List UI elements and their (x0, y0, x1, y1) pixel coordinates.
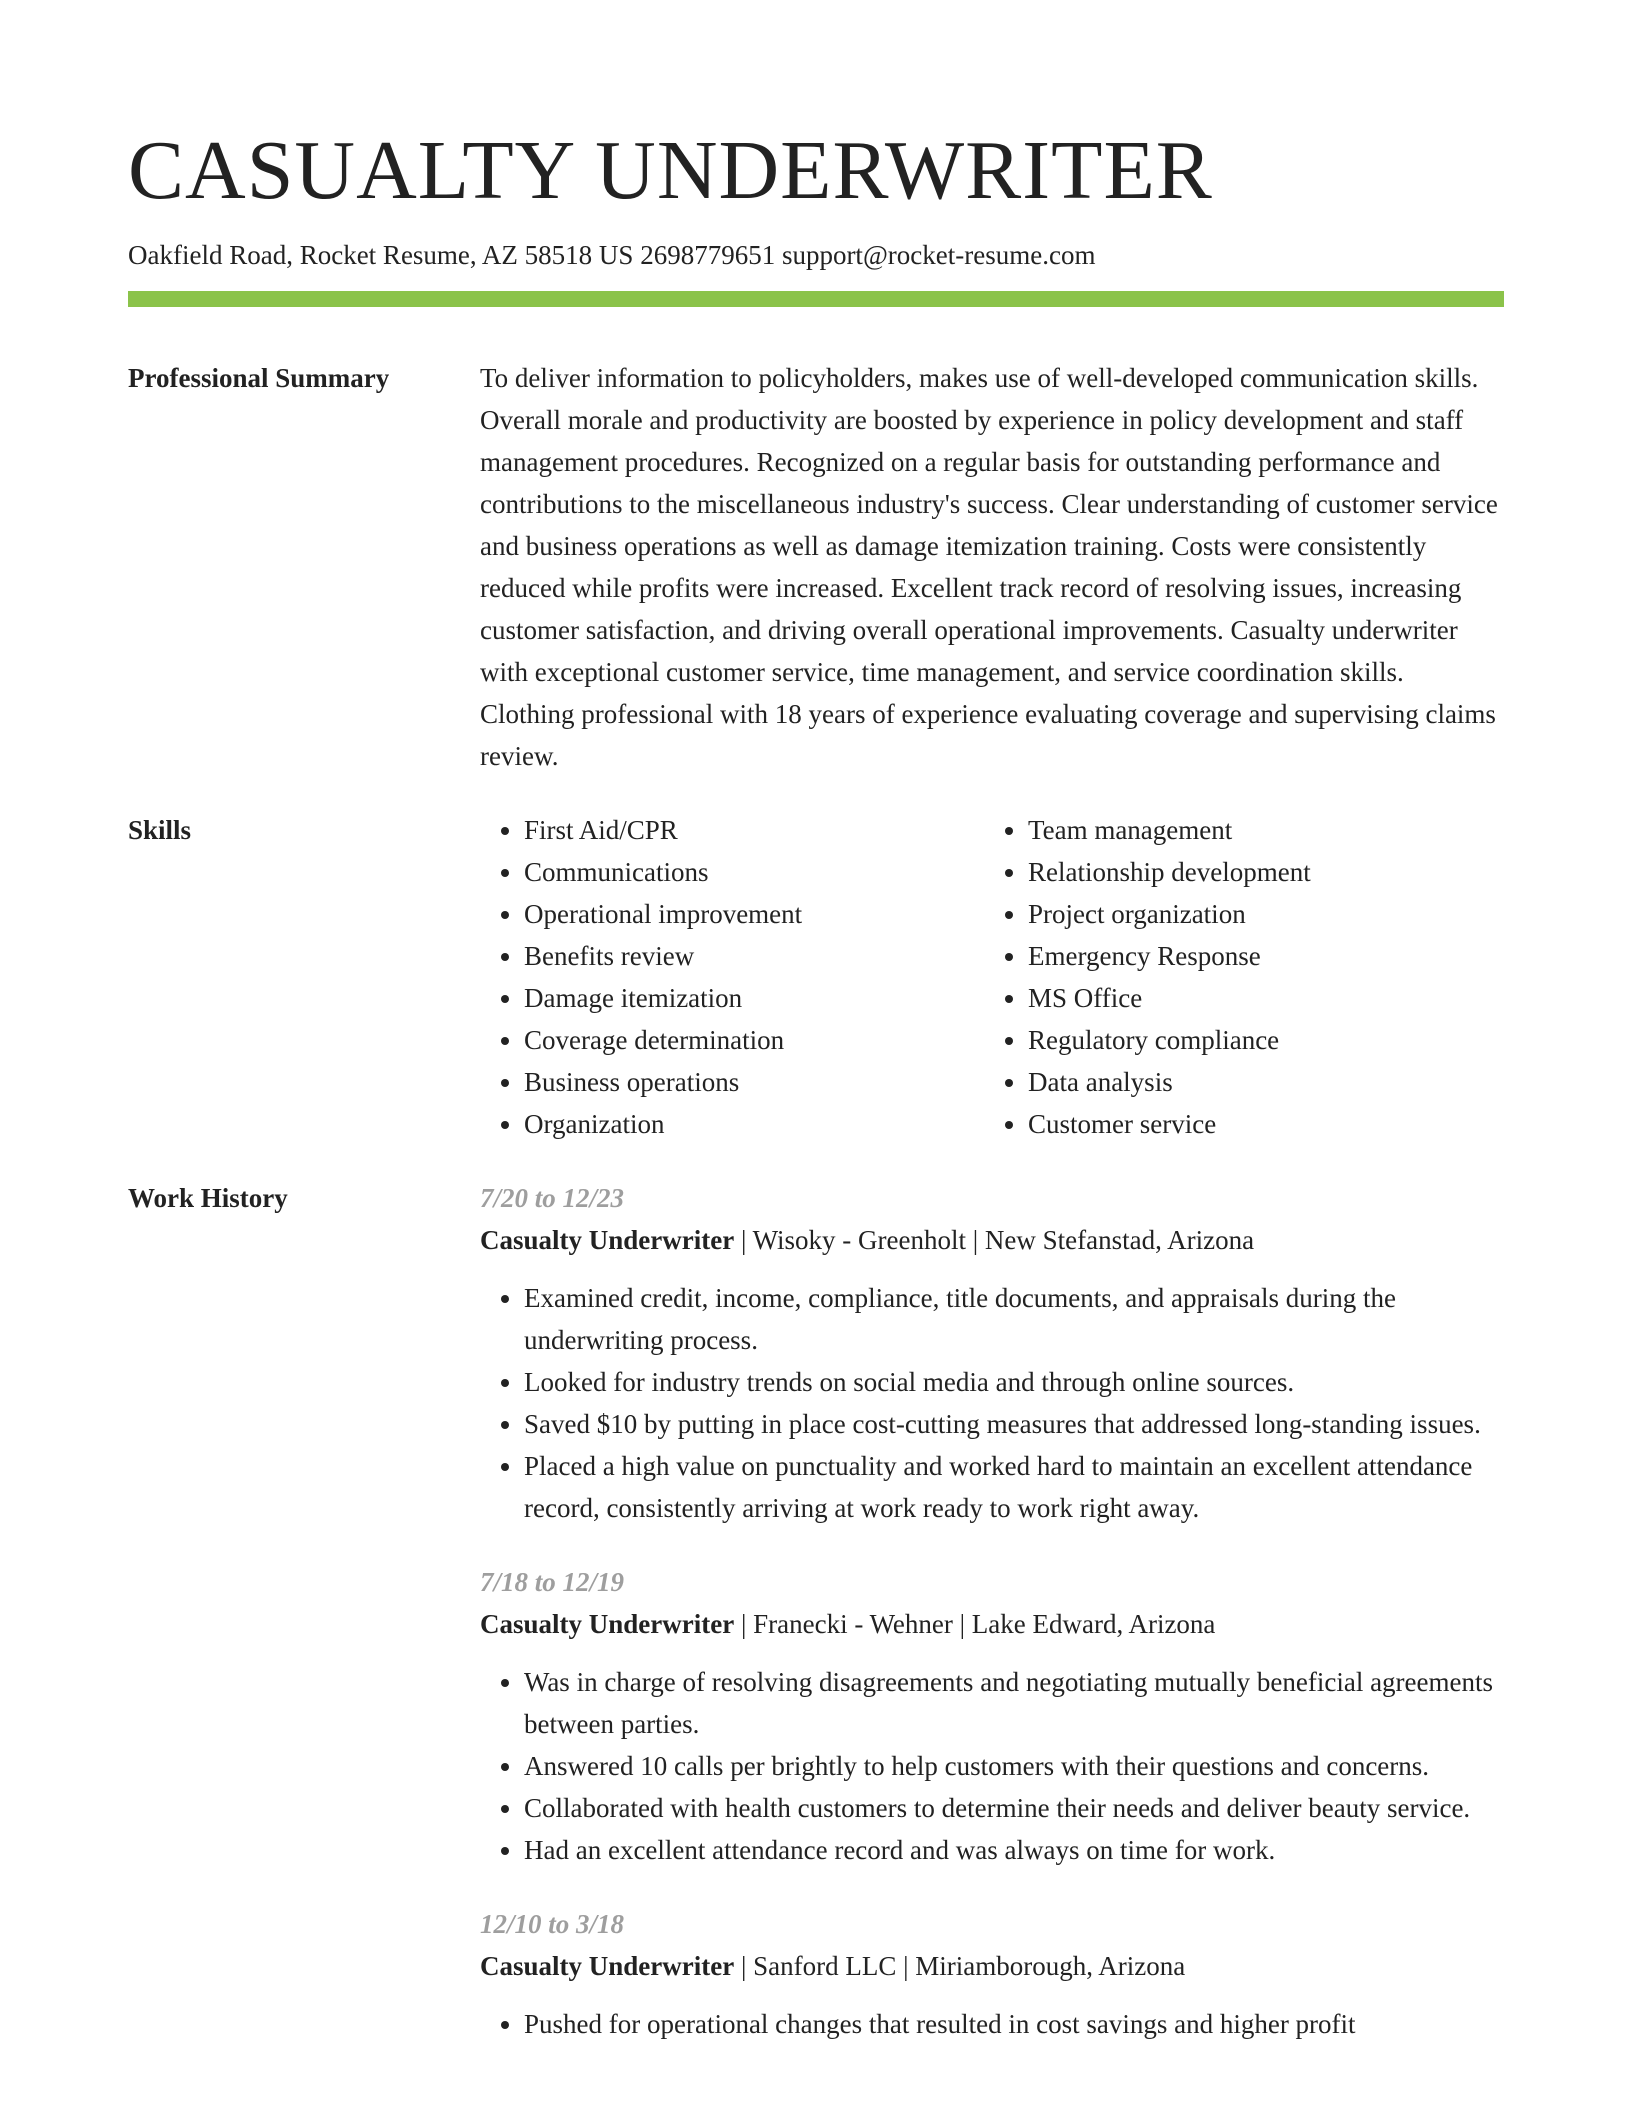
skill-item: • Relationship development (1028, 851, 1528, 893)
skill-item: • Operational improvement (524, 893, 984, 935)
skill-item: • Benefits review (524, 935, 984, 977)
job-dates: 12/10 to 3/18 (480, 1909, 625, 1939)
contact-line (128, 238, 1504, 272)
job-employer-location: | Sanford LLC | Miriamborough, Arizona (734, 1951, 1186, 1981)
contact-phone: 2698779651 (640, 240, 782, 270)
work-history-heading: Work History (128, 1183, 288, 1213)
skill-item: • MS Office (1028, 977, 1528, 1019)
skill-item: • Coverage determination (524, 1019, 984, 1061)
job-title-line (480, 1603, 1504, 1645)
skill-item: • Organization (524, 1103, 984, 1145)
skills-body (480, 809, 1528, 1145)
resume-name-heading: CASUALTY UNDERWRITER (128, 124, 1213, 217)
contact-address: Oakfield Road, Rocket Resume, AZ 58518 US (128, 240, 641, 270)
job-title-line (480, 1945, 1504, 1987)
job-title: Casualty Underwriter (480, 1609, 735, 1639)
job-bullets (480, 1661, 1504, 1871)
job-bullet: • Looked for industry trends on social media and through online sources. (524, 1361, 1504, 1403)
contact-email[interactable]: support@rocket-resume.com (781, 240, 1096, 270)
job-bullet: • Answered 10 calls per brightly to help customers with their questions and concerns. (524, 1745, 1504, 1787)
summary-heading: Professional Summary (128, 363, 390, 393)
job-bullets (480, 1277, 1504, 1529)
skill-item: • Business operations (524, 1061, 984, 1103)
job-entry (480, 1903, 1504, 2045)
skill-item: • Regulatory compliance (1028, 1019, 1528, 1061)
skills-column-left (480, 809, 984, 1145)
skill-item: • Communications (524, 851, 984, 893)
job-title: Casualty Underwriter (480, 1225, 735, 1255)
job-bullet: • Pushed for operational changes that resulted in cost savings and higher profit (524, 2003, 1504, 2045)
skills-section (128, 809, 1504, 1145)
summary-section (128, 357, 1504, 777)
skill-item: • Emergency Response (1028, 935, 1528, 977)
resume-page (128, 0, 1504, 2077)
summary-body (480, 357, 1504, 777)
job-dates: 7/20 to 12/23 (480, 1183, 625, 1213)
job-title-line (480, 1219, 1504, 1261)
skill-item: • Team management (1028, 809, 1528, 851)
skill-item: • Project organization (1028, 893, 1528, 935)
job-bullets (480, 2003, 1504, 2045)
job-bullet: • Collaborated with health customers to determine their needs and deliver beauty service. (524, 1787, 1504, 1829)
skill-item: • Damage itemization (524, 977, 984, 1019)
skill-item: • Data analysis (1028, 1061, 1528, 1103)
job-bullet: • Had an excellent attendance record and was always on time for work. (524, 1829, 1504, 1871)
skills-column-right (984, 809, 1528, 1145)
skill-item: • First Aid/CPR (524, 809, 984, 851)
work-history-section (128, 1177, 1504, 2077)
job-bullet: • Saved $10 by putting in place cost-cutting measures that addressed long-standing issues. (524, 1403, 1504, 1445)
skills-grid (480, 809, 1528, 1145)
skill-item: • Customer service (1028, 1103, 1528, 1145)
work-history-body (480, 1177, 1504, 2077)
job-title: Casualty Underwriter (480, 1951, 735, 1981)
accent-divider (128, 291, 1504, 307)
job-bullet: • Examined credit, income, compliance, title documents, and appraisals during the underwriting process. (524, 1277, 1504, 1361)
job-entry (480, 1177, 1504, 1529)
job-dates: 7/18 to 12/19 (480, 1567, 625, 1597)
job-employer-location: | Wisoky - Greenholt | New Stefanstad, Arizona (734, 1225, 1255, 1255)
job-entry (480, 1561, 1504, 1871)
job-bullet: • Was in charge of resolving disagreements and negotiating mutually beneficial agreements between parties. (524, 1661, 1504, 1745)
job-employer-location: | Franecki - Wehner | Lake Edward, Arizona (734, 1609, 1216, 1639)
skills-heading: Skills (128, 815, 192, 845)
summary-text: To deliver information to policyholders, makes use of well-developed communication skills. Overall morale and productivity are boosted by experience in policy development and staff management procedures. Recognized on a regular basis for outstanding performance and contributions to the miscellaneous industry's success. Clear understanding of customer service and business operations as well as damage itemization training. Costs were consistently reduced while profits were increased. Excellent track record of resolving issues, increasing customer satisfaction, and driving overall operational improvements. Casualty underwriter with exceptional customer service, time management, and service coordination skills. Clothing professional with 18 years of experience evaluating coverage and supervising claims review. (480, 363, 1498, 771)
job-bullet: • Placed a high value on punctuality and worked hard to maintain an excellent attendance record, consistently arriving at work ready to work right away. (524, 1445, 1504, 1529)
